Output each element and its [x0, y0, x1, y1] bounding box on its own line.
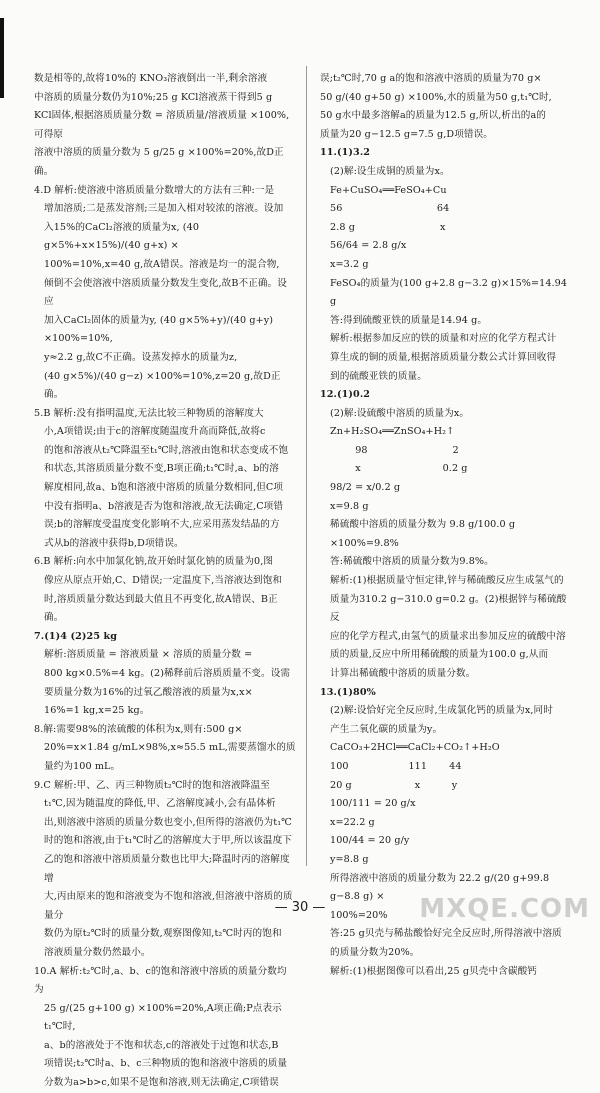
text-line: 11.(1)3.2 [320, 147, 371, 159]
text-line: 时的饱和溶液,由于t₁℃时乙的溶解度大于甲,所以该温度下 [44, 835, 292, 847]
watermark-logo: MXQE.COM [419, 894, 590, 924]
binding-edge-bar [0, 18, 4, 98]
text-line: 25 g/(25 g+100 g) ×100%=20%,A项正确;P点表示t₁℃时, [44, 1002, 282, 1033]
text-line: 解析:根据参加反应的铁的质量和对应的化学方程式计 [330, 333, 557, 345]
text-line: 和状态,其溶质质量分数不变,B项正确;t₁℃时,a、b的溶 [44, 463, 279, 475]
text-line: 倾倒不会使溶液中溶质质量分数发生变化,故B不正确。设应 [44, 277, 287, 308]
page-number: — 30 — [274, 900, 326, 915]
text-line: 4.D 解析:使溶液中溶质质量分数增大的方法有三种:一是 [34, 184, 275, 196]
text-line: Fe+CuSO₄══FeSO₄+Cu [330, 184, 447, 196]
text-line: 800 kg×0.5%=4 kg。(2)稀释前后溶质质量不变。设需 [44, 668, 291, 679]
text-line: 20%=x×1.84 g/mL×98%,x≈55.5 mL,需要蒸馏水的质 [44, 742, 296, 754]
text-line: 稀硫酸中溶质的质量分数为 9.8 g/100.0 g ×100%=9.8% [330, 519, 519, 549]
text-line: 入15%的CaCl₂溶液的质量为x, (40 g×5%+x×15%)/(40 g+x) × [44, 221, 203, 252]
text-line: 100 111 44 [330, 760, 462, 772]
text-line: 分数为a>b>c,如果不是饱和溶液,则无法确定,C项错误 [44, 1077, 279, 1089]
text-line: 9.C 解析:甲、乙、丙三种物质t₂℃时的饱和溶液降温至 [34, 779, 270, 791]
text-line: 20 g x y [330, 779, 458, 791]
text-line: 答:稀硫酸中溶质的质量分数为9.8%。 [330, 556, 494, 568]
column-divider [306, 66, 307, 866]
text-line: 100/44 = 20 g/y [330, 835, 410, 847]
text-line: a、b的溶液处于不饱和状态,c的溶液处于过饱和状态,B [44, 1039, 279, 1051]
text-line: 加入CaCl₂固体的质量为y, (40 g×5%+y)/(40 g+y) ×100%=10%, [44, 314, 277, 345]
right-column [320, 70, 570, 981]
text-line: 质的质量,反应中所用稀硫酸的质量为100.0 g,从而 [330, 649, 549, 661]
text-line: x=3.2 g [330, 258, 369, 270]
left-column [34, 70, 296, 1093]
text-line: 所得溶液中溶质的质量分数为 22.2 g/(20 g+99.8 g−8.8 g) × [330, 872, 553, 903]
text-line: 算生成的铜的质量,根据溶质质量分数公式计算回收得 [330, 351, 557, 363]
text-line: 100%=20% [330, 909, 388, 921]
text-line: 时,溶质质量分数达到最大值且不再变化,故A错误、B正确。 [44, 593, 278, 624]
text-line: 50 g水中最多溶解a的质量为12.5 g,所以,析出的a的 [320, 110, 546, 122]
text-line: 答:得到硫酸亚铁的质量是14.94 g。 [330, 314, 488, 326]
text-line: 的饱和溶液从t₂℃降温至t₁℃时,溶液由饱和状态变成不饱 [44, 444, 289, 456]
text-line: 13.(1)80% [320, 686, 376, 698]
text-line: (2)解:设恰好完全反应时,生成氯化钙的质量为x,同时 [330, 705, 553, 717]
text-line: 大,丙由原来的饱和溶液变为不饱和溶液,但溶液中溶质的质量分 [44, 891, 293, 921]
text-line: 7.(1)4 (2)25 kg [34, 630, 118, 642]
text-line: 解析:溶质质量 = 溶液质量 × 溶质的质量分数 = [44, 649, 253, 661]
text-line: 溶液质量分数仍然最小。 [44, 946, 151, 958]
text-line: 中没有指明a、b溶液是否为饱和溶液,故无法确定,C项错 [44, 500, 284, 512]
text-line: 要质量分数为16%的过氧乙酸溶液的质量为x,x× [44, 686, 253, 698]
text-line: 乙的饱和溶液中溶质质量分数也比甲大;降温时丙的溶解度增 [44, 853, 290, 884]
text-line: (2)解:设生成铜的质量为x。 [330, 165, 450, 177]
text-line: 的质量分数为20%。 [330, 946, 420, 958]
text-line: (2)解:设硫酸中溶质的质量为x。 [330, 407, 470, 419]
text-line: 质量为20 g−12.5 g=7.5 g,D项错误。 [320, 128, 493, 140]
text-line: Zn+H₂SO₄══ZnSO₄+H₂↑ [330, 426, 455, 438]
text-line: 56/64 = 2.8 g/x [330, 240, 407, 252]
text-line: 100/111 = 20 g/x [330, 798, 416, 810]
text-line: 50 g/(40 g+50 g) ×100%,水的质量为50 g,t₁℃时, [320, 91, 552, 103]
text-line: 56 64 [330, 203, 450, 215]
text-line: 答:25 g贝壳与稀盐酸恰好完全反应时,所得溶液中溶质 [330, 928, 562, 940]
text-line: 质量为310.2 g−310.0 g=0.2 g。(2)根据锌与稀硫酸反 [330, 593, 567, 624]
text-line: x=22.2 g [330, 816, 375, 828]
text-line: 小,A项错误;由于c的溶解度随温度升高而降低,故将c [44, 426, 266, 438]
text-line: 中溶质的质量分数仍为10%;25 g KCl溶液蒸干得到5 g [34, 91, 273, 103]
text-line: 解析:(1)根据图像可以看出,25 g贝壳中含碳酸钙 [330, 965, 537, 977]
text-line: 解析:(1)根据质量守恒定律,锌与稀硫酸反应生成氢气的 [330, 575, 564, 587]
text-line: 产生二氧化碳的质量为y。 [330, 723, 443, 735]
text-line: 解度相同,故a、b饱和溶液中溶质的质量分数相同,但C项 [44, 482, 284, 494]
text-line: 98 2 [330, 444, 459, 456]
text-line: x 0.2 g [330, 463, 468, 475]
text-line: 出,则溶液中溶质的质量分数也变小,但所得的溶液仍为t₁℃ [44, 816, 292, 828]
text-line: FeSO₄的质量为(100 g+2.8 g−3.2 g)×15%=14.94 g [330, 277, 571, 308]
text-line: 数是相等的,故将10%的 KNO₃溶液倒出一半,剩余溶液 [34, 73, 268, 84]
text-line: 98/2 = x/0.2 g [330, 482, 401, 494]
text-line: t₁℃,因为随温度的降低,甲、乙溶解度减小,会有晶体析 [44, 798, 276, 810]
text-line: 数仍为原t₂℃时的质量分数,观察图像知,t₂℃时丙的饱和 [44, 928, 282, 940]
text-line: 应的化学方程式,由氢气的质量求出参加反应的硫酸中溶 [330, 630, 566, 642]
text-line: 10.A 解析:t₂℃时,a、b、c的饱和溶液中溶质的质量分数均为 [34, 965, 287, 996]
text-line: 12.(1)0.2 [320, 389, 371, 401]
text-line: CaCO₃+2HCl══CaCl₂+CO₂↑+H₂O [330, 742, 500, 754]
text-line: 增加溶质;二是蒸发溶剂;三是加入相对较浓的溶液。设加 [44, 203, 284, 215]
text-line: y≈2.2 g,故C不正确。设蒸发掉水的质量为z, [44, 351, 238, 363]
text-line: 8.解:需要98%的浓硫酸的体积为x,则有:500 g× [34, 723, 243, 735]
text-line: 到的硫酸亚铁的质量。 [330, 370, 427, 382]
text-line: 2.8 g x [330, 221, 446, 233]
text-line: 100%=10%,x=40 g,故A错误。溶液是均一的混合物, [44, 258, 280, 270]
text-line: 量约为100 mL。 [44, 760, 121, 772]
text-line: x=9.8 g [330, 500, 369, 512]
text-line: 式从b的溶液中获得b,D项错误。 [44, 537, 184, 549]
text-line: y=8.8 g [330, 853, 369, 865]
text-line: 溶液中溶质的质量分数为 5 g/25 g ×100%=20%,故D正确。 [34, 147, 284, 177]
text-line: 像应从原点开始,C、D错误;一定温度下,当溶液达到饱和 [44, 575, 283, 587]
text-line: 5.B 解析:没有指明温度,无法比较三种物质的溶解度大 [34, 407, 264, 419]
text-line: KCl固体,根据溶质质量分数 = 溶质质量/溶液质量 ×100%,可得原 [34, 110, 290, 140]
text-line: 项错误;t₂℃时a、b、c三种物质的饱和溶液中溶质的质量 [44, 1058, 288, 1070]
text-line: 6.B 解析:向水中加氯化钠,故开始时氯化钠的质量为0,图 [34, 556, 274, 568]
text-line: 误;b的溶解度受温度变化影响不大,应采用蒸发结晶的方 [44, 519, 280, 531]
text-line: (40 g×5%)/(40 g−z) ×100%=10%,z=20 g,故D正确。 [44, 370, 281, 401]
text-line: 误;t₂℃时,70 g a的饱和溶液中溶质的质量为70 g× [320, 73, 542, 84]
text-line: 16%=1 kg,x=25 kg。 [44, 705, 150, 717]
text-line: 计算出稀硫酸中溶质的质量分数。 [330, 668, 476, 679]
